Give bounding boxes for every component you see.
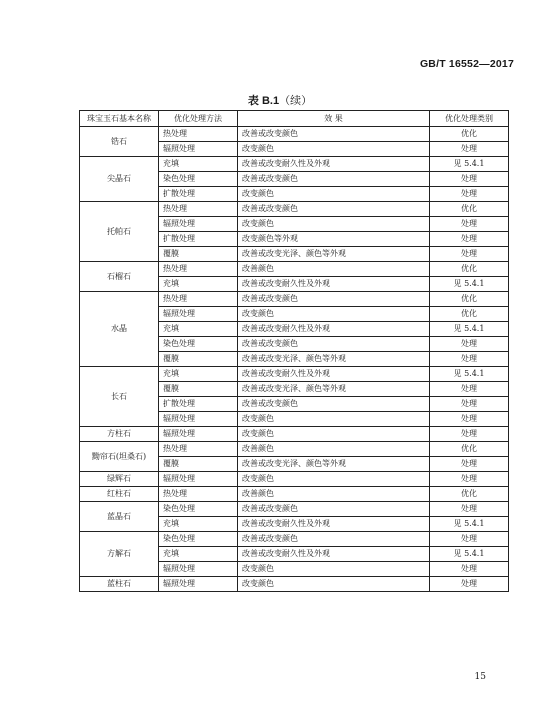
treatment-category-cell: 处理 [430,172,509,187]
effect-cell: 改变颜色 [238,187,430,202]
effect-cell: 改善或改变光泽、颜色等外观 [238,352,430,367]
treatment-category-cell: 处理 [430,427,509,442]
table-body [80,127,509,592]
treatment-method-cell: 扩散处理 [159,187,238,202]
treatment-method-cell: 辐照处理 [159,577,238,592]
treatment-method-cell: 热处理 [159,442,238,457]
treatment-category-cell: 处理 [430,352,509,367]
effect-cell: 改善或改变光泽、颜色等外观 [238,382,430,397]
treatment-category-cell: 见 5.4.1 [430,157,509,172]
effect-cell: 改变颜色 [238,142,430,157]
treatment-method-cell: 扩散处理 [159,397,238,412]
effect-cell: 改变颜色等外观 [238,232,430,247]
treatment-method-cell: 染色处理 [159,337,238,352]
treatment-category-cell: 处理 [430,562,509,577]
effect-cell: 改善或改变耐久性及外观 [238,547,430,562]
treatment-method-cell: 染色处理 [159,532,238,547]
treatment-category-cell: 处理 [430,142,509,157]
treatment-method-cell: 热处理 [159,487,238,502]
treatment-category-cell: 优化 [430,127,509,142]
treatment-category-cell: 处理 [430,532,509,547]
treatment-category-cell: 见 5.4.1 [430,547,509,562]
treatment-method-cell: 辐照处理 [159,427,238,442]
effect-cell: 改善或改变耐久性及外观 [238,277,430,292]
treatment-method-cell: 充填 [159,547,238,562]
treatment-method-cell: 充填 [159,157,238,172]
table-row [80,472,509,487]
effect-cell: 改善或改变光泽、颜色等外观 [238,457,430,472]
treatment-category-cell: 见 5.4.1 [430,367,509,382]
gem-name-cell: 长石 [80,367,159,427]
table-title [0,92,560,108]
effect-cell: 改善或改变颜色 [238,337,430,352]
effect-cell: 改善或改变颜色 [238,172,430,187]
standard-code: GB/T 16552—2017 [419,58,514,70]
gem-name-cell: 红柱石 [80,487,159,502]
effect-cell: 改变颜色 [238,562,430,577]
gem-name-cell: 尖晶石 [80,157,159,202]
effect-cell: 改变颜色 [238,427,430,442]
treatment-method-cell: 辐照处理 [159,412,238,427]
table-row [80,202,509,217]
gem-name-cell: 水晶 [80,292,159,367]
effect-cell: 改变颜色 [238,577,430,592]
effect-cell: 改善或改变颜色 [238,127,430,142]
table-header-row [80,111,509,127]
treatment-category-cell: 优化 [430,202,509,217]
treatment-category-cell: 优化 [430,292,509,307]
treatment-category-cell: 处理 [430,472,509,487]
treatment-method-cell: 充填 [159,277,238,292]
table-title-suffix: （续） [279,94,313,107]
treatment-method-cell: 染色处理 [159,502,238,517]
treatment-category-cell: 优化 [430,487,509,502]
gem-name-cell: 黝帘石(坦桑石) [80,442,159,472]
table-row [80,127,509,142]
treatment-category-cell: 处理 [430,397,509,412]
treatment-category-cell: 处理 [430,232,509,247]
treatment-method-cell: 染色处理 [159,172,238,187]
table-row [80,532,509,547]
effect-cell: 改善或改变耐久性及外观 [238,157,430,172]
table-row [80,502,509,517]
effect-cell: 改善颜色 [238,487,430,502]
table-row [80,577,509,592]
treatment-method-cell: 充填 [159,517,238,532]
effect-cell: 改善或改变光泽、颜色等外观 [238,247,430,262]
treatment-method-cell: 热处理 [159,292,238,307]
treatment-category-cell: 处理 [430,247,509,262]
table-row [80,157,509,172]
treatment-method-cell: 覆膜 [159,457,238,472]
treatment-method-cell: 热处理 [159,127,238,142]
column-header-method: 优化处理方法 [159,111,238,127]
treatment-category-cell: 处理 [430,187,509,202]
effect-cell: 改善颜色 [238,442,430,457]
effect-cell: 改变颜色 [238,412,430,427]
gem-name-cell: 方柱石 [80,427,159,442]
effect-cell: 改变颜色 [238,472,430,487]
treatment-category-cell: 见 5.4.1 [430,322,509,337]
treatment-category-cell: 处理 [430,382,509,397]
treatment-method-cell: 热处理 [159,262,238,277]
gem-name-cell: 蓝柱石 [80,577,159,592]
table-row [80,292,509,307]
gem-name-cell: 方解石 [80,532,159,577]
treatment-category-cell: 处理 [430,577,509,592]
gem-name-cell: 石榴石 [80,262,159,292]
effect-cell: 改变颜色 [238,307,430,322]
treatment-method-cell: 覆膜 [159,247,238,262]
gem-name-cell: 蓝晶石 [80,502,159,532]
effect-cell: 改善或改变颜色 [238,397,430,412]
treatment-category-cell: 优化 [430,262,509,277]
treatment-category-cell: 处理 [430,457,509,472]
treatment-method-cell: 热处理 [159,202,238,217]
treatment-category-cell: 见 5.4.1 [430,517,509,532]
effect-cell: 改善或改变耐久性及外观 [238,367,430,382]
treatment-category-cell: 优化 [430,442,509,457]
treatment-method-cell: 辐照处理 [159,142,238,157]
treatment-table [79,110,509,592]
treatment-method-cell: 充填 [159,322,238,337]
treatment-category-cell: 优化 [430,307,509,322]
treatment-method-cell: 辐照处理 [159,217,238,232]
treatment-method-cell: 辐照处理 [159,307,238,322]
table-row [80,487,509,502]
treatment-category-cell: 处理 [430,412,509,427]
effect-cell: 改善或改变颜色 [238,532,430,547]
treatment-category-cell: 处理 [430,217,509,232]
gem-name-cell: 绿辉石 [80,472,159,487]
gem-name-cell: 托帕石 [80,202,159,262]
treatment-category-cell: 处理 [430,502,509,517]
treatment-category-cell: 处理 [430,337,509,352]
table-row [80,367,509,382]
effect-cell: 改善或改变耐久性及外观 [238,517,430,532]
effect-cell: 改善或改变耐久性及外观 [238,322,430,337]
effect-cell: 改善或改变颜色 [238,502,430,517]
treatment-method-cell: 覆膜 [159,382,238,397]
treatment-method-cell: 充填 [159,367,238,382]
column-header-name: 珠宝玉石基本名称 [80,111,159,127]
table-row [80,427,509,442]
effect-cell: 改善或改变颜色 [238,202,430,217]
gem-name-cell: 锆石 [80,127,159,157]
effect-cell: 改变颜色 [238,217,430,232]
column-header-effect: 效 果 [238,111,430,127]
effect-cell: 改善或改变颜色 [238,292,430,307]
column-header-category: 优化处理类别 [430,111,509,127]
treatment-method-cell: 扩散处理 [159,232,238,247]
table-title-label: 表 B.1 [247,95,280,107]
treatment-method-cell: 覆膜 [159,352,238,367]
treatment-method-cell: 辐照处理 [159,562,238,577]
effect-cell: 改善颜色 [238,262,430,277]
treatment-method-cell: 辐照处理 [159,472,238,487]
treatment-category-cell: 见 5.4.1 [430,277,509,292]
table-row [80,262,509,277]
page-number: 15 [474,672,486,682]
table-row [80,442,509,457]
